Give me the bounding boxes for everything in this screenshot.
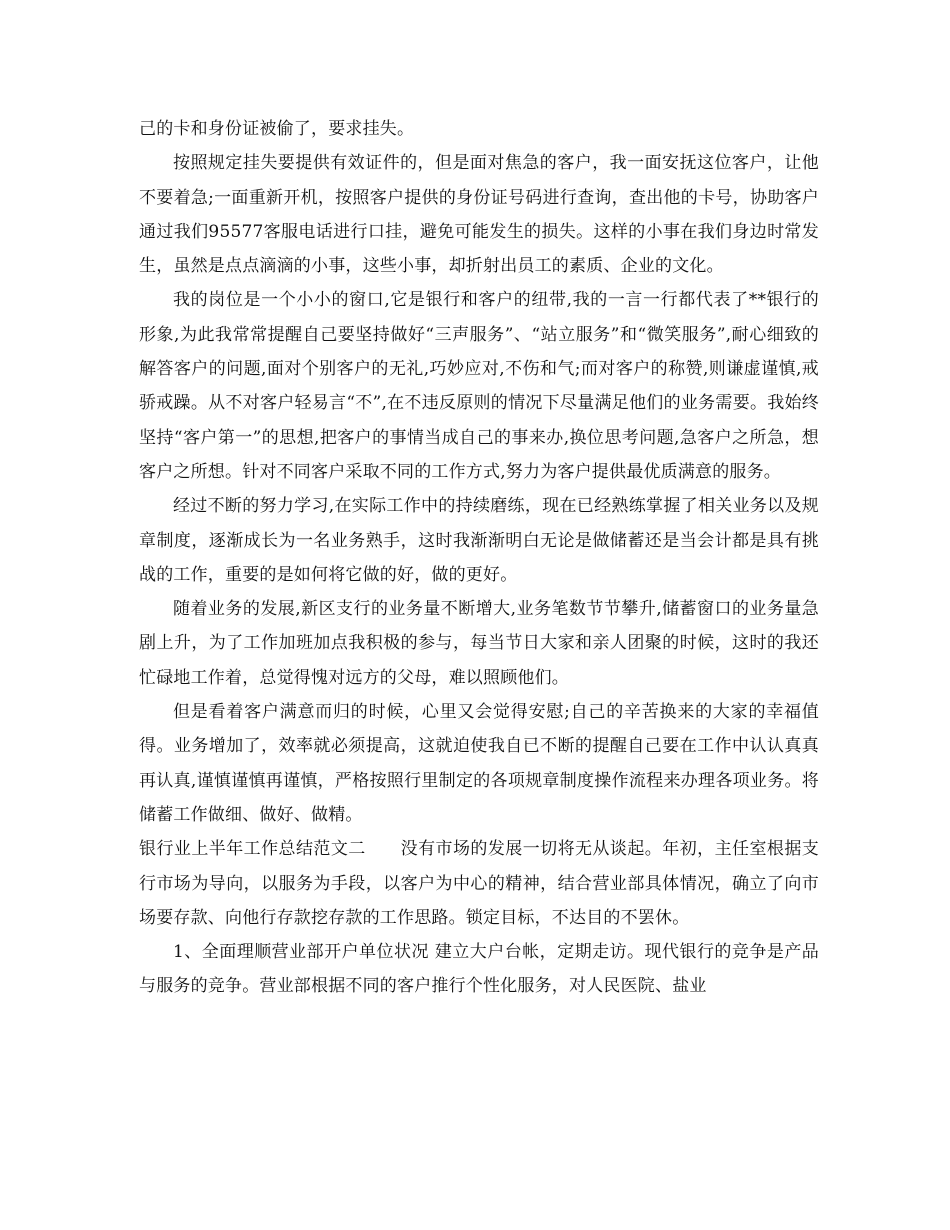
paragraph-3: 我的岗位是一个小小的窗口,它是银行和客户的纽带,我的一言一行都代表了**银行的形象,为此我常常提醒自己要坚持做好“三声服务”、“站立服务”和“微笑服务”,耐心细致的解答客户的问题,面对个别客户的无礼,巧妙应对,不伤和气;而对客户的称赞,则谦虚谨慎,戒骄戒躁。从不对客户轻易言“不”,在不违反原则的情况下尽量满足他们的业务需要。我始终坚持“客户第一”的思想,把客户的事情当成自己的事来办,换位思考问题,急客户之所急，想客户之所想。针对不同客户采取不同的工作方式,努力为客户提供最优质满意的服务。 <box>139 290 819 482</box>
paragraph-2: 按照规定挂失要提供有效证件的，但是面对焦急的客户，我一面安抚这位客户，让他不要着急;一面重新开机，按照客户提供的身份证号码进行查询，查出他的卡号，协助客户通过我们95577客服电话进行口挂，避免可能发生的损失。这样的小事在我们身边时常发生，虽然是点点滴滴的小事，这些小事，却折射出员工的素质、企业的文化。 <box>139 153 819 277</box>
paragraph-7: 银行业上半年工作总结范文二 没有市场的发展一切将无从谈起。年初，主任室根据支行市场为导向，以服务为手段，以客户为中心的精神，结合营业部具体情况，确立了向市场要存款、向他行存款挖存款的工作思路。锁定目标，不达目的不罢休。 <box>139 839 819 928</box>
paragraph-6: 但是看着客户满意而归的时候，心里又会觉得安慰;自己的辛苦换来的大家的幸福值得。业务增加了，效率就必须提高，这就迫使我自已不断的提醒自己要在工作中认认真真再认真,谨慎谨慎再谨慎，严格按照行里制定的各项规章制度操作流程来办理各项业务。将储蓄工作做细、做好、做精。 <box>139 702 819 825</box>
paragraph-4: 经过不断的努力学习,在实际工作中的持续磨练，现在已经熟练掌握了相关业务以及规章制度，逐渐成长为一名业务熟手，这时我渐渐明白无论是做储蓄还是当会计都是具有挑战的工作，重要的是如何将它做的好，做的更好。 <box>139 496 819 585</box>
paragraph-8: 1、全面理顺营业部开户单位状况 建立大户台帐，定期走访。现代银行的竞争是产品与服务的竞争。营业部根据不同的客户推行个性化服务，对人民医院、盐业 <box>139 942 819 997</box>
document-body <box>139 112 819 1004</box>
paragraph-1: 己的卡和身份证被偷了，要求挂失。 <box>139 119 415 139</box>
paragraph-5: 随着业务的发展,新区支行的业务量不断增大,业务笔数节节攀升,储蓄窗口的业务量急剧上升，为了工作加班加点我积极的参与，每当节日大家和亲人团聚的时候，这时的我还忙碌地工作着，总觉得愧对远方的父母，难以照顾他们。 <box>139 599 819 688</box>
